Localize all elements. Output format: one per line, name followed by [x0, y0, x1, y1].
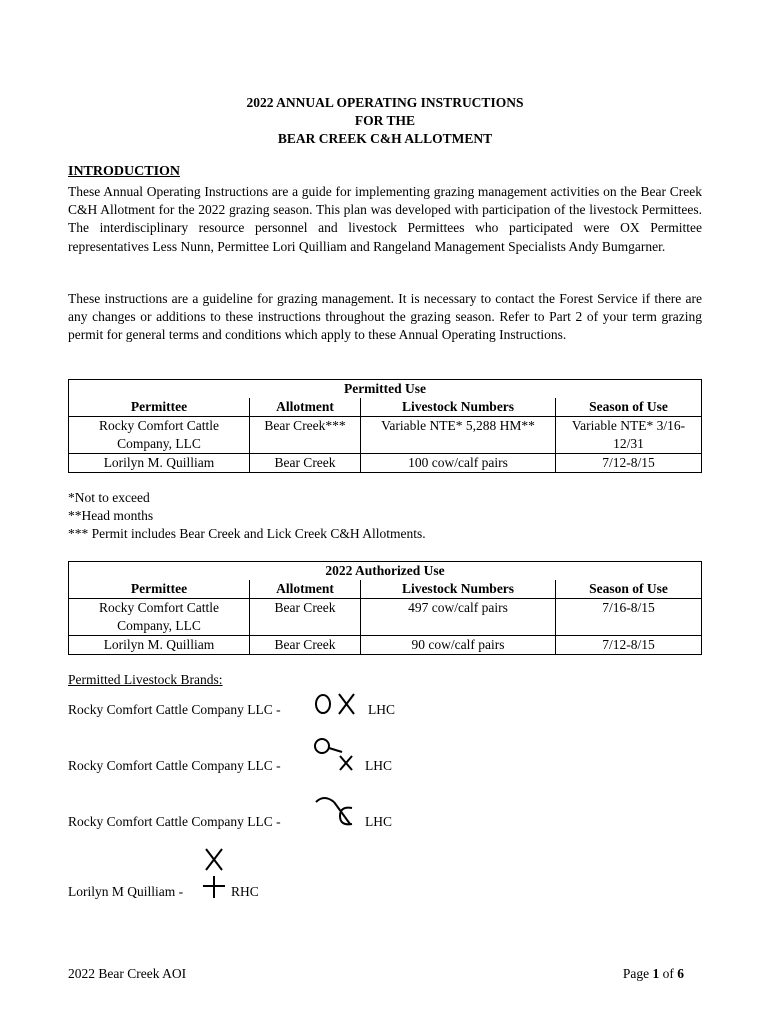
table-row	[69, 417, 702, 454]
brands-heading: Permitted Livestock Brands:	[68, 672, 223, 687]
brand-owner: Rocky Comfort Cattle Company LLC -	[68, 702, 281, 717]
table-cell: 100 cow/calf pairs	[361, 454, 556, 473]
table-cell: 497 cow/calf pairs	[361, 599, 556, 636]
table-cell: 7/12-8/15	[556, 454, 702, 473]
footer-page-number	[623, 966, 684, 982]
document-title	[68, 94, 702, 148]
table-cell: 7/12-8/15	[556, 636, 702, 655]
title-line-1: 2022 ANNUAL OPERATING INSTRUCTIONS	[246, 95, 524, 110]
column-header: Livestock Numbers	[361, 398, 556, 417]
table-cell: Bear Creek	[250, 636, 361, 655]
authorized-use-caption: 2022 Authorized Use	[69, 562, 702, 581]
permitted-use-caption: Permitted Use	[69, 380, 702, 399]
table-cell: 90 cow/calf pairs	[361, 636, 556, 655]
authorized-use-table	[68, 561, 702, 655]
table-cell: Rocky Comfort Cattle Company, LLC	[69, 417, 250, 454]
table-cell: Variable NTE* 5,288 HM**	[361, 417, 556, 454]
table-row	[69, 599, 702, 636]
page-current: 1	[652, 966, 660, 981]
introduction-heading: INTRODUCTION	[68, 164, 181, 179]
brand-owner: Rocky Comfort Cattle Company LLC -	[68, 814, 281, 829]
brand-location: LHC	[365, 814, 392, 829]
table-cell: Rocky Comfort Cattle Company, LLC	[69, 599, 250, 636]
column-header: Livestock Numbers	[361, 580, 556, 599]
brand-entry	[68, 736, 702, 776]
column-header: Allotment	[250, 398, 361, 417]
of-word: of	[662, 966, 674, 981]
brand-owner: Lorilyn M Quilliam -	[68, 884, 184, 899]
brand-owner: Rocky Comfort Cattle Company LLC -	[68, 758, 281, 773]
brand-location: LHC	[365, 758, 392, 773]
column-header: Allotment	[250, 580, 361, 599]
column-header: Season of Use	[556, 398, 702, 417]
table-cell: 7/16-8/15	[556, 599, 702, 636]
table-row	[69, 636, 702, 655]
brand-location: RHC	[231, 884, 259, 899]
column-header: Permittee	[69, 398, 250, 417]
brand-location: LHC	[368, 702, 395, 717]
ox-brand-icon	[312, 690, 362, 718]
o-bar-x-brand-icon	[312, 736, 358, 774]
footer-document-name: 2022 Bear Creek AOI	[68, 966, 187, 981]
brand-entry	[68, 792, 702, 832]
page-word: Page	[622, 966, 650, 981]
table-cell: Bear Creek	[250, 599, 361, 636]
introduction-paragraph-1: These Annual Operating Instructions are a guide for implementing grazing management activities on the Bear Creek C&H Allotment for the 2022 grazing season. This plan was developed with participation of the livestock Permittees. The interdisciplinary resource personnel and livestock Permittees who participated were OX Permittee representatives Less Nunn, Permittee Lori Quilliam and Rangeland Management Specialists Andy Bumgarner.	[68, 184, 702, 254]
introduction-paragraph-2: These instructions are a guideline for grazing management. It is necessary to contact the Forest Service if there are any changes or additions to these instructions throughout the grazing season. Refer to Part 2 of your term grazing permit for general terms and conditions which apply to these Annual Operating Instructions.	[68, 291, 702, 343]
table-cell: Lorilyn M. Quilliam	[69, 636, 250, 655]
table-cell: Lorilyn M. Quilliam	[69, 454, 250, 473]
footnote: **Head months	[68, 508, 154, 524]
table-cell: Bear Creek***	[250, 417, 361, 454]
column-header: Season of Use	[556, 580, 702, 599]
footnotes	[68, 489, 426, 544]
x-over-cross-brand-icon	[200, 846, 230, 900]
page-total: 6	[677, 966, 684, 981]
brand-entry	[68, 690, 702, 720]
permitted-use-table	[68, 379, 702, 473]
footnote: *** Permit includes Bear Creek and Lick Creek C&H Allotments.	[68, 526, 426, 542]
table-cell: Variable NTE* 3/16-12/31	[556, 417, 702, 454]
table-row	[69, 454, 702, 473]
hook-c-brand-icon	[312, 792, 358, 830]
footnote: *Not to exceed	[68, 490, 150, 505]
title-line-3: BEAR CREEK C&H ALLOTMENT	[277, 131, 493, 146]
table-cell: Bear Creek	[250, 454, 361, 473]
brand-entry	[68, 846, 702, 902]
title-line-2: FOR THE	[354, 113, 416, 128]
column-header: Permittee	[69, 580, 250, 599]
